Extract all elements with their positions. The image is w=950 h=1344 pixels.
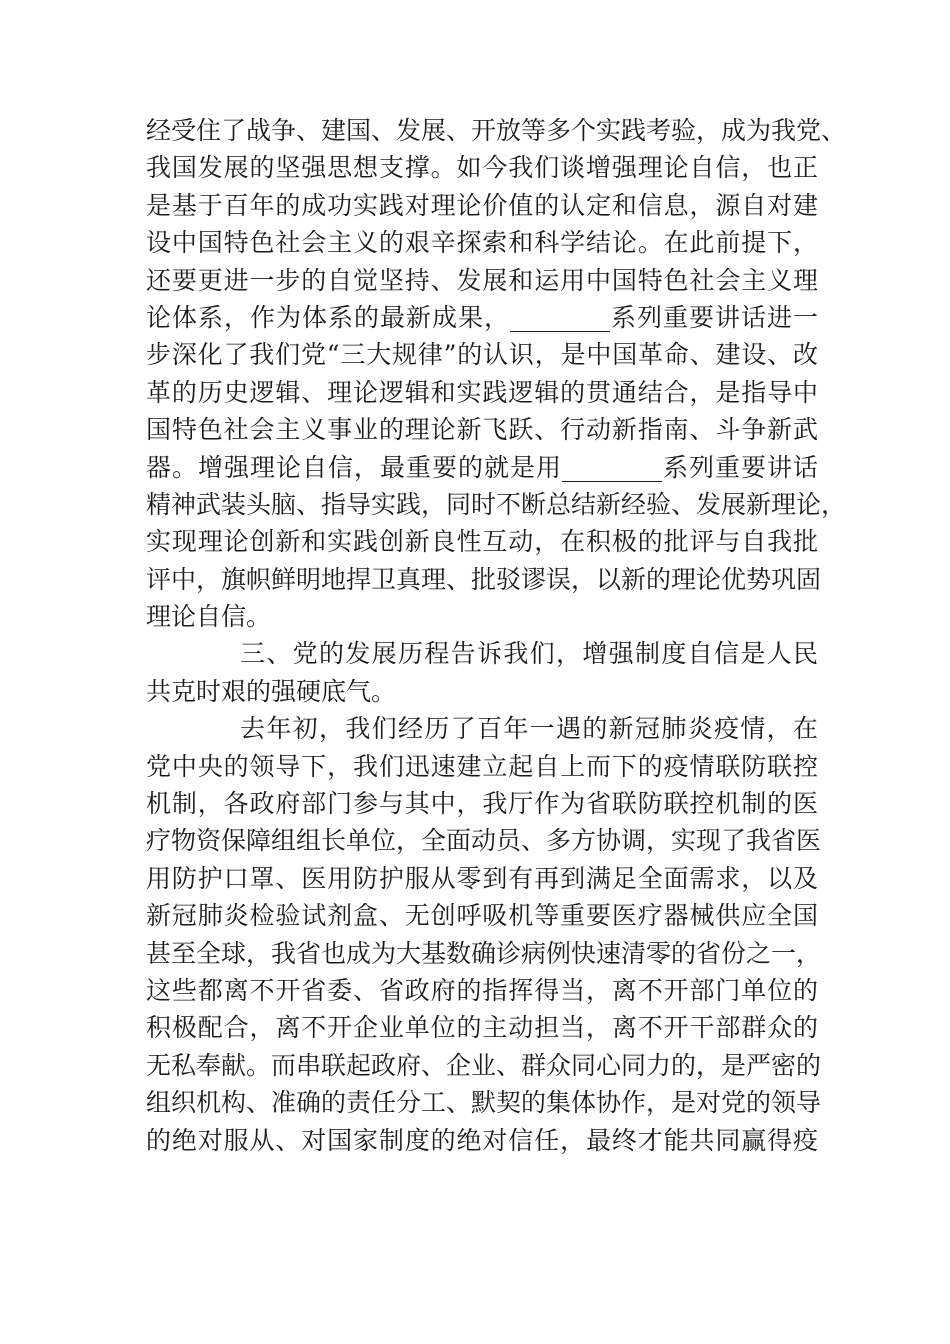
text-line: 新冠肺炎检验试剂盒、无创呼吸机等重要医疗器械供应全国	[146, 901, 818, 931]
text-line: 国特色社会主义事业的理论新飞跃、行动新指南、斗争新武	[146, 415, 818, 445]
text-line: 实现理论创新和实践创新良性互动，在积极的批评与自我批	[146, 527, 818, 557]
text-line: 评中，旗帜鲜明地捍卫真理、批驳谬误，以新的理论优势巩固	[146, 564, 822, 594]
paragraph-theory-confidence	[146, 112, 847, 635]
text-line: 机制，各政府部门参与其中，我厅作为省联防联控机制的医	[146, 789, 818, 819]
text-line: 共克时艰的强硬底气。	[146, 676, 397, 706]
heading-institution-confidence	[146, 635, 818, 710]
text-line: 是基于百年的成功实践对理论价值的认定和信息，源自对建	[146, 190, 818, 220]
text-line: 论体系，作为体系的最新成果，________系列重要讲话进一	[146, 302, 818, 332]
text-line: 积极配合，离不开企业单位的主动担当，离不开干部群众的	[146, 1013, 818, 1043]
text-line: 甚至全球，我省也成为大基数确诊病例快速清零的省份之一，	[146, 938, 822, 968]
text-line: 还要更进一步的自觉坚持、发展和运用中国特色社会主义理	[146, 265, 818, 295]
text-line: 器。增强理论自信，最重要的就是用________系列重要讲话	[146, 452, 818, 482]
text-line: 去年初，我们经历了百年一遇的新冠肺炎疫情，在	[240, 714, 818, 744]
text-line: 三、党的发展历程告诉我们，增强制度自信是人民	[240, 639, 818, 669]
text-line: 经受住了战争、建国、发展、开放等多个实践考验，成为我党、	[146, 116, 847, 145]
text-line: 精神武装头脑、指导实践，同时不断总结新经验、发展新理论，	[146, 489, 847, 519]
text-line: 的绝对服从、对国家制度的绝对信任，最终才能共同赢得疫	[146, 1125, 818, 1155]
paragraph-epidemic	[146, 710, 822, 1159]
text-line: 步深化了我们党“三大规律”的认识，是中国革命、建设、改	[146, 340, 818, 370]
text-line: 设中国特色社会主义的艰辛探索和科学结论。在此前提下，	[146, 228, 818, 258]
text-line: 理论自信。	[146, 602, 272, 632]
text-line: 这些都离不开省委、省政府的指挥得当，离不开部门单位的	[146, 975, 818, 1005]
text-line: 我国发展的坚强思想支撑。如今我们谈增强理论自信，也正	[146, 153, 818, 183]
text-line: 用防护口罩、医用防护服从零到有再到满足全面需求，以及	[146, 863, 818, 893]
text-line: 党中央的领导下，我们迅速建立起自上而下的疫情联防联控	[146, 751, 818, 781]
text-line: 革的历史逻辑、理论逻辑和实践逻辑的贯通结合，是指导中	[146, 377, 818, 407]
document-body	[146, 112, 847, 1159]
text-line: 组织机构、准确的责任分工、默契的集体协作，是对党的领导	[146, 1088, 822, 1118]
text-line: 疗物资保障组组长单位，全面动员、多方协调，实现了我省医	[146, 826, 822, 856]
text-line: 无私奉献。而串联起政府、企业、群众同心同力的，是严密的	[146, 1050, 822, 1080]
